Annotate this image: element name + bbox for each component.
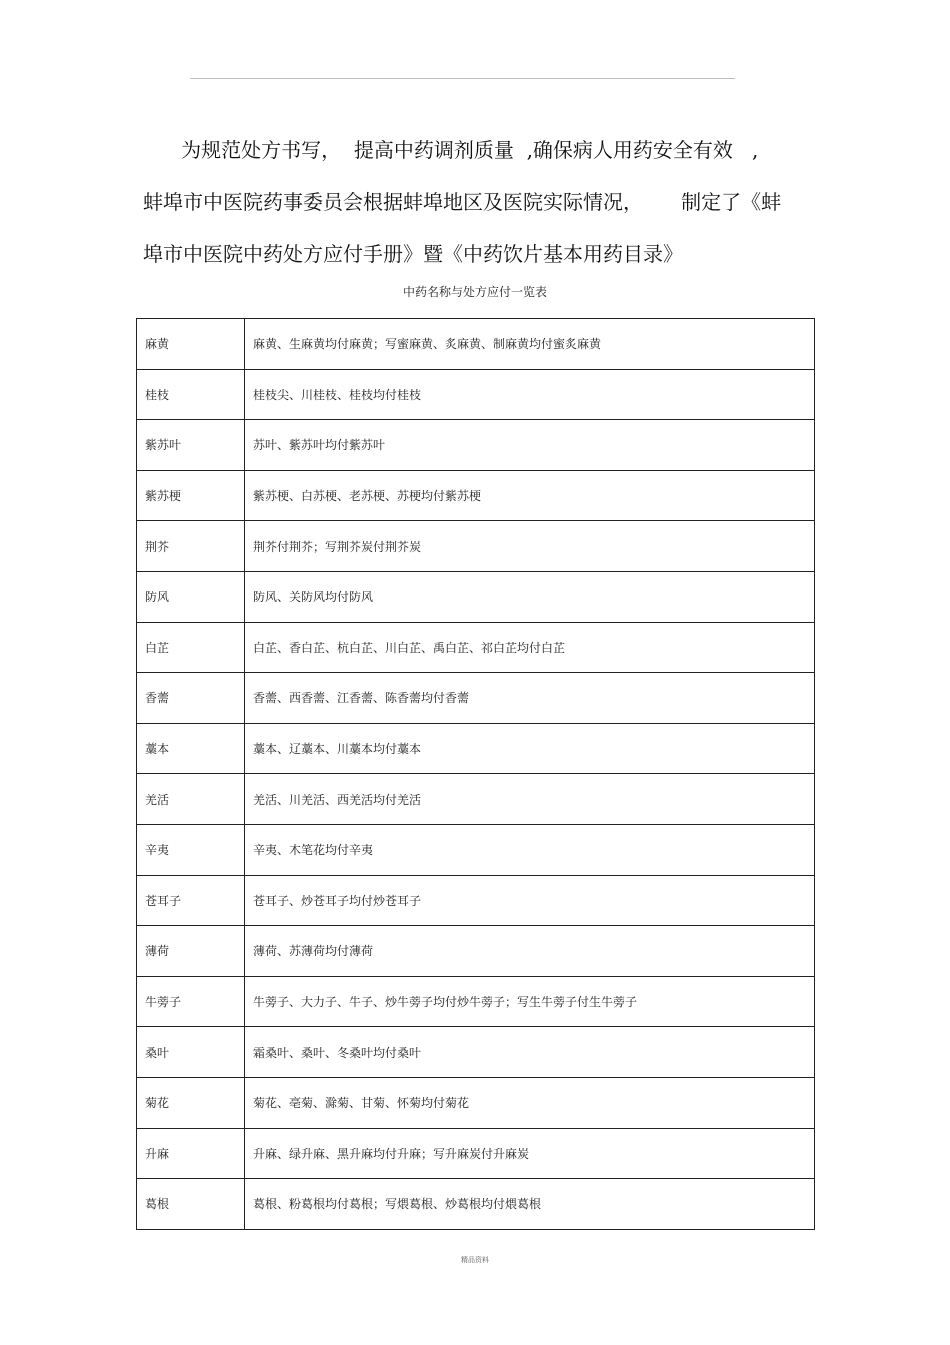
dispensing-rule-cell: 苏叶、紫苏叶均付紫苏叶 [245,420,815,471]
herb-prescription-table [136,318,815,1230]
herb-name-cell: 紫苏梗 [137,470,245,521]
herb-name-cell: 菊花 [137,1077,245,1128]
herb-name-cell: 薄荷 [137,926,245,977]
table-row [137,824,815,875]
dispensing-rule-cell: 羌活、川羌活、西羌活均付羌活 [245,774,815,825]
intro-line: 埠市中医院中药处方应付手册》暨《中药饮片基本用药目录》 [143,242,683,266]
herb-name-cell: 香薷 [137,673,245,724]
herb-name-cell: 白芷 [137,622,245,673]
table-row [137,420,815,471]
dispensing-rule-cell: 辛夷、木笔花均付辛夷 [245,824,815,875]
table-row [137,723,815,774]
dispensing-rule-cell: 藁本、辽藁本、川藁本均付藁本 [245,723,815,774]
dispensing-rule-cell: 紫苏梗、白苏梗、老苏梗、苏梗均付紫苏梗 [245,470,815,521]
footer-note: 精品资料 [461,1256,489,1264]
header-rule [190,78,735,79]
intro-line: 蚌埠市中医院药事委员会根据蚌埠地区及医院实际情况， 制定了《蚌 [143,190,782,214]
table-row [137,571,815,622]
dispensing-rule-cell: 升麻、绿升麻、黑升麻均付升麻；写升麻炭付升麻炭 [245,1128,815,1179]
intro-line: 为规范处方书写， 提高中药调剂质量 ,确保病人用药安全有效 , [143,138,759,162]
table-row [137,926,815,977]
herb-name-cell: 牛蒡子 [137,976,245,1027]
herb-name-cell: 荆芥 [137,521,245,572]
dispensing-rule-cell: 葛根、粉葛根均付葛根；写煨葛根、炒葛根均付煨葛根 [245,1179,815,1230]
intro-paragraph [143,124,813,280]
table-row [137,1077,815,1128]
table-row [137,521,815,572]
table-row [137,622,815,673]
table-row [137,673,815,724]
dispensing-rule-cell: 霜桑叶、桑叶、冬桑叶均付桑叶 [245,1027,815,1078]
dispensing-rule-cell: 香薷、西香薷、江香薷、陈香薷均付香薷 [245,673,815,724]
dispensing-rule-cell: 菊花、亳菊、滁菊、甘菊、怀菊均付菊花 [245,1077,815,1128]
dispensing-rule-cell: 麻黄、生麻黄均付麻黄；写蜜麻黄、炙麻黄、制麻黄均付蜜炙麻黄 [245,319,815,370]
herb-name-cell: 辛夷 [137,824,245,875]
table-row [137,319,815,370]
herb-table-body [137,319,815,1230]
herb-name-cell: 桂枝 [137,369,245,420]
table-caption: 中药名称与处方应付一览表 [402,285,547,299]
herb-name-cell: 藁本 [137,723,245,774]
dispensing-rule-cell: 桂枝尖、川桂枝、桂枝均付桂枝 [245,369,815,420]
table-row [137,1027,815,1078]
herb-name-cell: 紫苏叶 [137,420,245,471]
dispensing-rule-cell: 苍耳子、炒苍耳子均付炒苍耳子 [245,875,815,926]
table-row [137,1179,815,1230]
herb-name-cell: 麻黄 [137,319,245,370]
herb-name-cell: 升麻 [137,1128,245,1179]
herb-name-cell: 防风 [137,571,245,622]
table-row [137,369,815,420]
dispensing-rule-cell: 防风、关防风均付防风 [245,571,815,622]
herb-name-cell: 苍耳子 [137,875,245,926]
dispensing-rule-cell: 牛蒡子、大力子、牛子、炒牛蒡子均付炒牛蒡子；写生牛蒡子付生牛蒡子 [245,976,815,1027]
herb-name-cell: 羌活 [137,774,245,825]
dispensing-rule-cell: 荆芥付荆芥；写荆芥炭付荆芥炭 [245,521,815,572]
table-row [137,774,815,825]
herb-name-cell: 桑叶 [137,1027,245,1078]
table-row [137,470,815,521]
table-row [137,1128,815,1179]
dispensing-rule-cell: 白芷、香白芷、杭白芷、川白芷、禹白芷、祁白芷均付白芷 [245,622,815,673]
table-row [137,976,815,1027]
dispensing-rule-cell: 薄荷、苏薄荷均付薄荷 [245,926,815,977]
herb-name-cell: 葛根 [137,1179,245,1230]
table-row [137,875,815,926]
